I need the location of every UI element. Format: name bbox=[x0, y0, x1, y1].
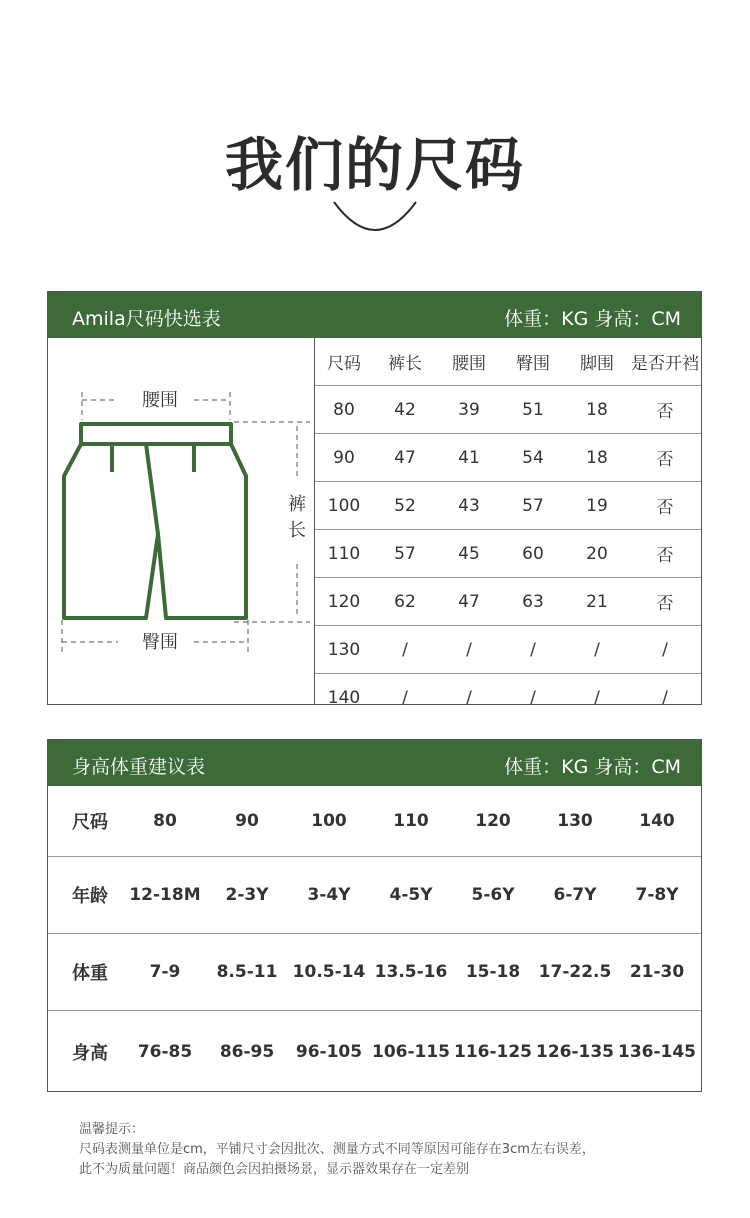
table-cell: 8.5-11 bbox=[216, 962, 278, 982]
table-cell: 10.5-14 bbox=[292, 962, 366, 982]
table-row bbox=[48, 786, 701, 857]
table-cell: 18 bbox=[586, 447, 608, 468]
table-cell: 18 bbox=[586, 399, 608, 420]
table-cell: 否 bbox=[656, 594, 674, 614]
table-cell: 45 bbox=[458, 543, 480, 564]
table-cell: / bbox=[402, 687, 408, 708]
table-cell: 7-9 bbox=[149, 962, 181, 982]
table-cell: 90 bbox=[333, 447, 355, 468]
table-cell: 43 bbox=[458, 495, 480, 516]
quick-size-title: Amila尺码快选表 bbox=[72, 308, 221, 330]
table-cell: / bbox=[662, 639, 668, 660]
quick-size-header bbox=[48, 292, 701, 338]
table-cell: 47 bbox=[394, 447, 416, 468]
table-cell: 130 bbox=[557, 811, 593, 831]
table-cell: 140 bbox=[327, 687, 361, 708]
table-cell: 120 bbox=[475, 811, 511, 831]
table-row bbox=[315, 578, 701, 626]
length-label-2: 长 bbox=[288, 520, 306, 541]
table-row bbox=[48, 934, 701, 1011]
table-cell: 136-145 bbox=[617, 1042, 697, 1062]
table-cell: 80 bbox=[153, 811, 177, 831]
table-row bbox=[315, 434, 701, 482]
table-cell: / bbox=[402, 639, 408, 660]
table-cell: / bbox=[466, 687, 472, 708]
notes-heading: 温馨提示： bbox=[79, 1122, 145, 1137]
table-header-row bbox=[315, 338, 701, 386]
table-cell: / bbox=[466, 639, 472, 660]
notes-line-1: 尺码表测量单位是cm，平铺尺寸会因批次、测量方式不同等原因可能存在3cm左右误差， bbox=[79, 1142, 595, 1157]
table-cell: 4-5Y bbox=[389, 885, 433, 905]
table-cell: 51 bbox=[522, 399, 544, 420]
table-cell: 116-125 bbox=[453, 1042, 533, 1062]
table-row bbox=[315, 482, 701, 530]
table-cell: 57 bbox=[522, 495, 544, 516]
table-cell: 90 bbox=[235, 811, 259, 831]
table-cell: 否 bbox=[656, 546, 674, 566]
advice-units: 体重：KG 身高：CM bbox=[504, 756, 681, 778]
table-cell: 140 bbox=[639, 811, 675, 831]
notes-line-2: 此不为质量问题！商品颜色会因拍摄场景，显示器效果存在一定差别 bbox=[79, 1162, 470, 1177]
table-cell: 130 bbox=[327, 639, 361, 660]
header-cell: 尺码 bbox=[327, 354, 361, 374]
table-cell: 20 bbox=[586, 543, 608, 564]
table-cell: 3-4Y bbox=[307, 885, 351, 905]
table-cell: 否 bbox=[656, 498, 674, 518]
table-row bbox=[315, 626, 701, 674]
notes bbox=[79, 1120, 595, 1180]
table-row bbox=[48, 1011, 701, 1093]
page-title: 我们的尺码 bbox=[224, 131, 525, 199]
table-cell: / bbox=[530, 639, 536, 660]
smile-decoration bbox=[330, 196, 420, 236]
header-cell: 裤长 bbox=[388, 354, 422, 374]
table-cell: 否 bbox=[656, 402, 674, 422]
table-cell: 42 bbox=[394, 399, 416, 420]
table-cell: 17-22.5 bbox=[538, 962, 612, 982]
table-cell: 62 bbox=[394, 591, 416, 612]
table-cell: 6-7Y bbox=[553, 885, 597, 905]
table-cell: 52 bbox=[394, 495, 416, 516]
table-row bbox=[48, 857, 701, 934]
header-cell: 是否开裆 bbox=[631, 354, 699, 374]
table-cell: 19 bbox=[586, 495, 608, 516]
table-row bbox=[315, 530, 701, 578]
table-cell: 76-85 bbox=[137, 1042, 193, 1062]
table-cell: 100 bbox=[327, 495, 361, 516]
shorts-illustration bbox=[48, 338, 314, 704]
hip-label: 臀围 bbox=[142, 632, 178, 653]
table-cell: 106-115 bbox=[371, 1042, 451, 1062]
table-cell: 120 bbox=[327, 591, 361, 612]
table-cell: 96-105 bbox=[295, 1042, 363, 1062]
table-cell: 21-30 bbox=[629, 962, 685, 982]
quick-size-panel bbox=[47, 291, 702, 708]
table-cell: 47 bbox=[458, 591, 480, 612]
table-cell: 60 bbox=[522, 543, 544, 564]
table-cell: 126-135 bbox=[535, 1042, 615, 1062]
table-cell: 110 bbox=[393, 811, 429, 831]
row-label: 体重 bbox=[72, 963, 108, 984]
advice-table bbox=[48, 786, 701, 1093]
table-cell: 41 bbox=[458, 447, 480, 468]
table-cell: / bbox=[594, 639, 600, 660]
table-cell: 7-8Y bbox=[635, 885, 679, 905]
table-cell: 80 bbox=[333, 399, 355, 420]
shorts-diagram bbox=[48, 338, 315, 704]
table-cell: 57 bbox=[394, 543, 416, 564]
row-label: 年龄 bbox=[72, 886, 108, 907]
table-cell: 5-6Y bbox=[471, 885, 515, 905]
table-cell: 否 bbox=[656, 450, 674, 470]
table-cell: 21 bbox=[586, 591, 608, 612]
table-row bbox=[315, 674, 701, 721]
advice-header bbox=[48, 740, 701, 786]
quick-size-units: 体重：KG 身高：CM bbox=[504, 308, 681, 330]
header-cell: 腰围 bbox=[452, 354, 486, 374]
table-cell: 100 bbox=[311, 811, 347, 831]
table-cell: 12-18M bbox=[129, 885, 201, 905]
table-cell: 2-3Y bbox=[225, 885, 269, 905]
advice-panel bbox=[47, 739, 702, 1092]
length-label-1: 裤 bbox=[288, 494, 306, 515]
header-cell: 脚围 bbox=[580, 354, 614, 374]
table-row bbox=[315, 386, 701, 434]
table-cell: 54 bbox=[522, 447, 544, 468]
table-cell: 63 bbox=[522, 591, 544, 612]
header-cell: 臀围 bbox=[516, 354, 550, 374]
table-cell: / bbox=[530, 687, 536, 708]
quick-size-table bbox=[315, 338, 701, 721]
table-cell: / bbox=[662, 687, 668, 708]
table-cell: 110 bbox=[327, 543, 361, 564]
table-cell: 15-18 bbox=[465, 962, 521, 982]
waist-label: 腰围 bbox=[142, 390, 178, 411]
advice-title: 身高体重建议表 bbox=[72, 756, 206, 778]
row-label: 尺码 bbox=[72, 812, 108, 833]
row-label: 身高 bbox=[72, 1043, 108, 1064]
table-cell: 39 bbox=[458, 399, 480, 420]
table-cell: 86-95 bbox=[219, 1042, 275, 1062]
table-cell: / bbox=[594, 687, 600, 708]
table-cell: 13.5-16 bbox=[374, 962, 448, 982]
